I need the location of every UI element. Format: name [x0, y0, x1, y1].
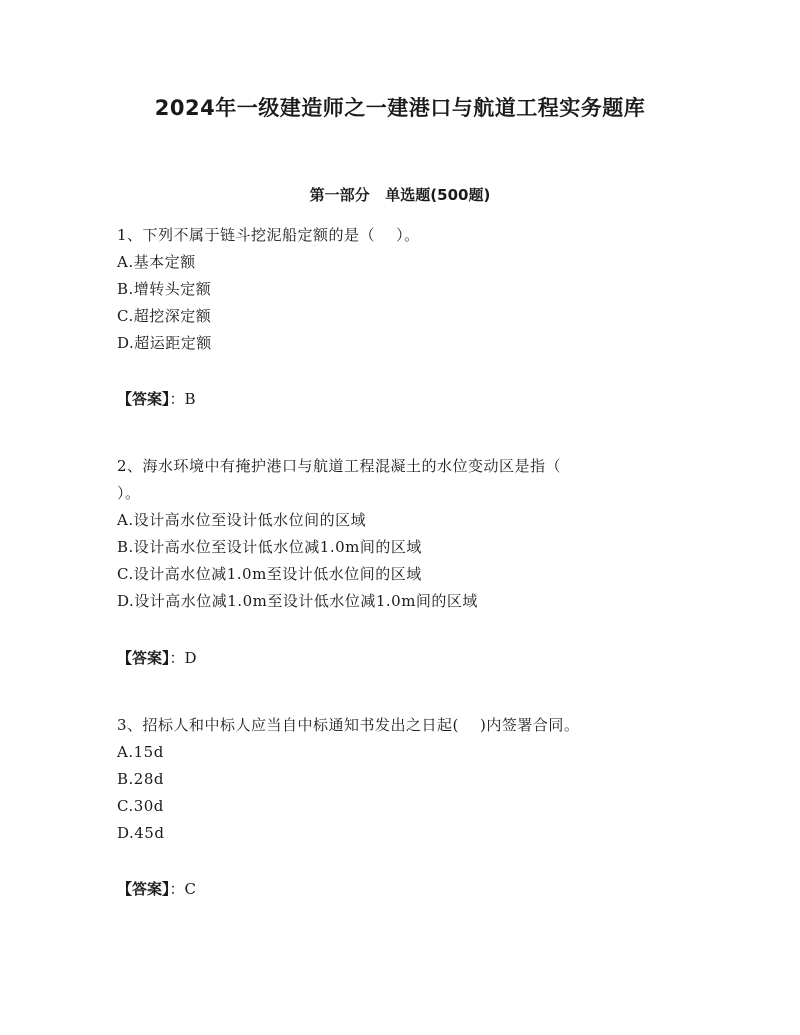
question-stem-continued: ）。 — [117, 484, 141, 502]
question-stem: 2、海水环境中有掩护港口与航道工程混凝土的水位变动区是指（ — [117, 457, 562, 475]
answer-value: D — [184, 649, 197, 667]
answer-label: 【答案】 — [117, 649, 170, 667]
section-title: 第一部分 单选题(500题) — [309, 186, 491, 204]
question-2 — [117, 453, 677, 615]
answer-label: 【答案】 — [117, 880, 170, 898]
option-a: A.设计高水位至设计低水位间的区域 — [117, 511, 367, 529]
option-b: B.增转头定额 — [117, 280, 212, 298]
option-a: A.15d — [117, 743, 164, 761]
option-b: B.设计高水位至设计低水位减1.0m间的区域 — [117, 538, 422, 556]
answer-3: 【答案】：C — [117, 880, 197, 898]
answer-value: C — [184, 880, 197, 898]
answer-2: 【答案】：D — [117, 649, 197, 667]
option-b: B.28d — [117, 770, 164, 788]
option-c: C.30d — [117, 797, 164, 815]
option-d: D.设计高水位减1.0m至设计低水位减1.0m间的区域 — [117, 592, 478, 610]
answer-label: 【答案】 — [117, 390, 170, 408]
document-title: 2024年一级建造师之一建港口与航道工程实务题库 — [154, 96, 646, 120]
option-c: C.设计高水位减1.0m至设计低水位间的区域 — [117, 565, 422, 583]
question-1 — [117, 222, 677, 357]
option-a: A.基本定额 — [117, 253, 196, 271]
question-stem: 1、下列不属于链斗挖泥船定额的是（ ）。 — [117, 226, 420, 244]
answer-1: 【答案】：B — [117, 390, 196, 408]
option-c: C.超挖深定额 — [117, 307, 212, 325]
question-stem: 3、招标人和中标人应当自中标通知书发出之日起( )内签署合同。 — [117, 716, 580, 734]
answer-value: B — [184, 390, 196, 408]
question-3 — [117, 712, 697, 847]
option-d: D.超运距定额 — [117, 334, 212, 352]
option-d: D.45d — [117, 824, 165, 842]
